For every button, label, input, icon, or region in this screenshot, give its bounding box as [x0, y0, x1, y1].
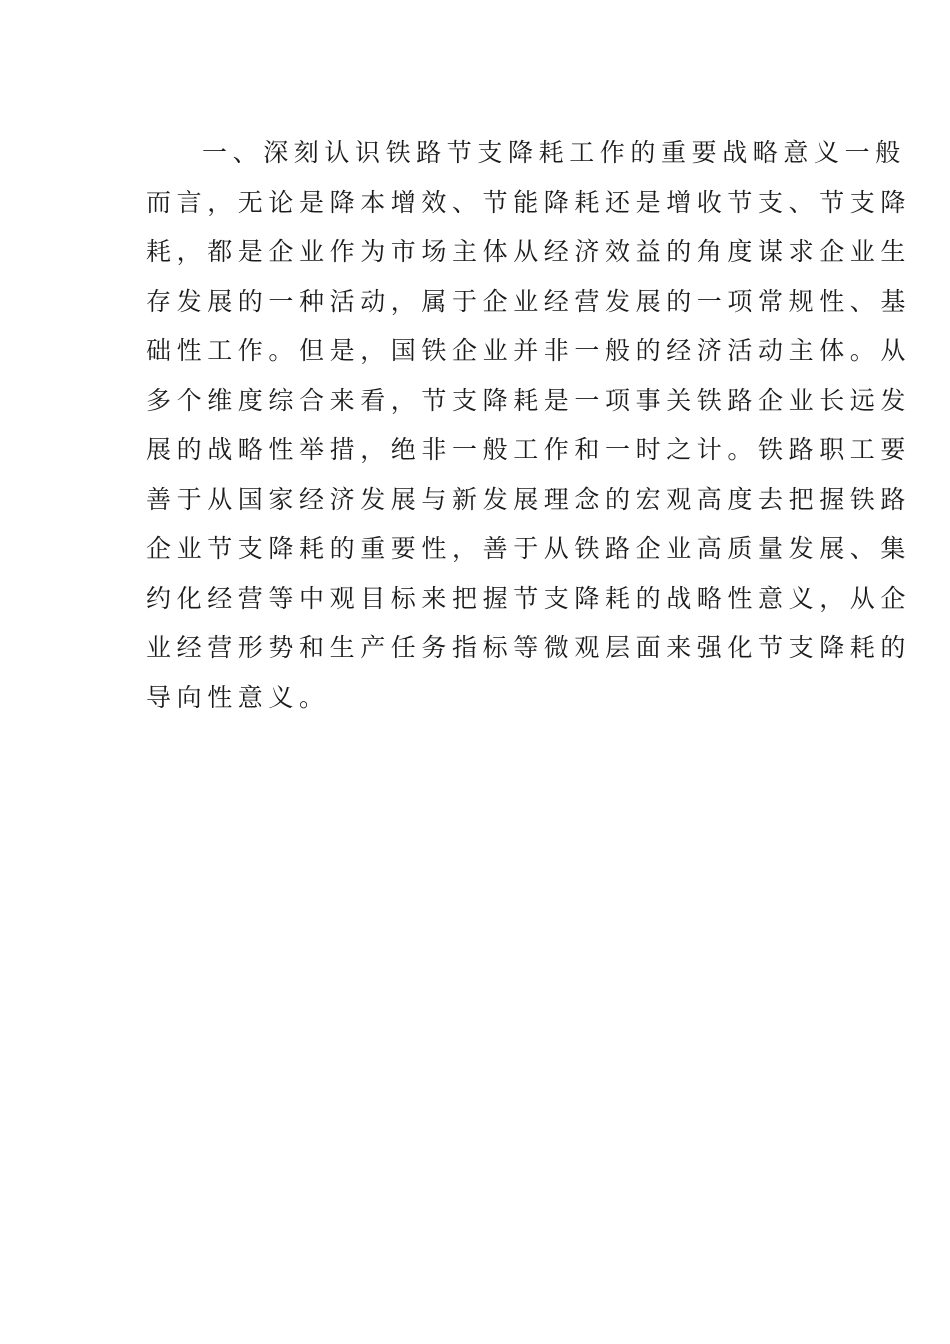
paragraph-line: 企业节支降耗的重要性，善于从铁路企业高质量发展、集	[146, 534, 912, 563]
paragraph-line: 展的战略性举措，绝非一般工作和一时之计。铁路职工要	[146, 435, 912, 464]
paragraph-line: 耗，都是企业作为市场主体从经济效益的角度谋求企业生	[146, 237, 912, 266]
body-paragraph	[146, 128, 912, 722]
paragraph-line: 一、深刻认识铁路节支降耗工作的重要战略意义一般	[202, 138, 906, 167]
paragraph-line: 约化经营等中观目标来把握节支降耗的战略性意义，从企	[146, 583, 912, 613]
paragraph-line: 而言，无论是降本增效、节能降耗还是增收节支、节支降	[146, 187, 912, 217]
paragraph-line: 业经营形势和生产任务指标等微观层面来强化节支降耗的	[146, 633, 912, 662]
paragraph-line: 存发展的一种活动，属于企业经营发展的一项常规性、基	[146, 286, 912, 316]
paragraph-line: 善于从国家经济发展与新发展理念的宏观高度去把握铁路	[146, 484, 912, 514]
paragraph-line: 导向性意义。	[146, 682, 330, 712]
paragraph-line: 多个维度综合来看，节支降耗是一项事关铁路企业长远发	[146, 385, 912, 415]
paragraph-line: 础性工作。但是，国铁企业并非一般的经济活动主体。从	[146, 336, 912, 365]
